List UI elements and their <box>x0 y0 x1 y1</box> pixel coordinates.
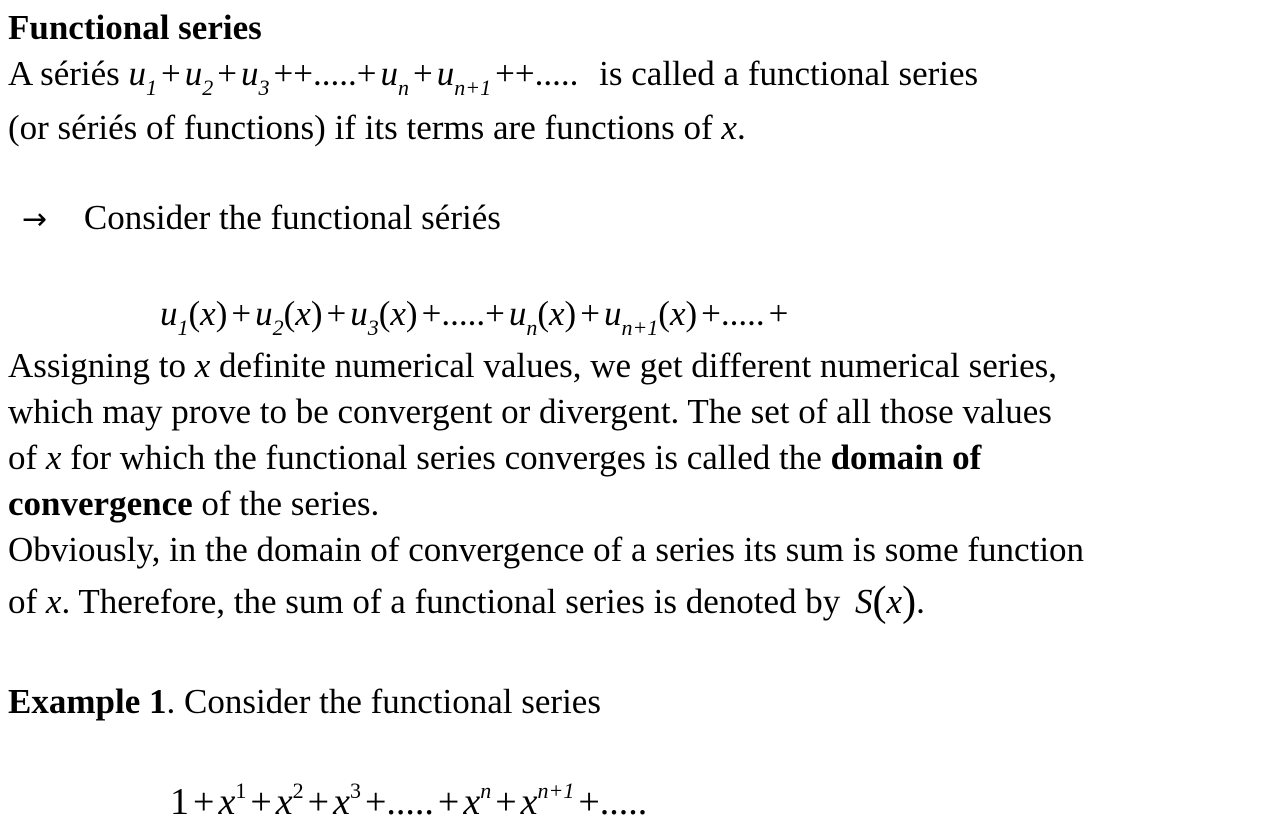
paragraph-line-6: of x. Therefore, the sum of a functional series is denoted by S(x). <box>8 579 925 625</box>
variable-x: x <box>721 108 737 147</box>
equation-dots-2: ..... <box>720 294 765 333</box>
power-series-equation: $1 + x^1 + x^2 + x^3$ +..... + $x^n + x^{n+1}$ +..... <box>170 778 648 823</box>
intro-prefix: A sériés <box>8 54 120 93</box>
equation2-dots: +..... <box>364 781 434 823</box>
paragraph-line-4: convergence of the series. <box>8 484 380 523</box>
consider-line <box>8 198 501 240</box>
equation-tail: + <box>768 294 789 333</box>
example-text: . Consider the functional series <box>166 682 601 721</box>
paragraph-line-2: which may prove to be convergent or divergent. The set of all those values <box>8 392 1052 431</box>
intro-line-1 <box>8 54 978 98</box>
intro-suffix: is called a functional series <box>599 54 979 93</box>
convergence-bold: convergence <box>8 484 193 523</box>
equation-dots: ..... <box>441 294 486 333</box>
paragraph-line-3: of x for which the functional series converges is called the domain of <box>8 438 982 477</box>
example-label: Example 1 <box>8 682 167 721</box>
functional-series-equation: $u_1(x) + u_2(x) + u_3(x)$ +.....+ $u_n(x) + u_{n+1}(x)$ +..... + <box>160 294 789 340</box>
example-line <box>8 682 601 722</box>
page-title: Functional series <box>8 8 262 47</box>
intro-line-2-text: (or sériés of functions) if its terms are functions of <box>8 108 713 147</box>
intro-period: . <box>736 108 746 147</box>
arrow-icon: → <box>22 202 48 237</box>
paragraph-line-5: Obviously, in the domain of convergence of a series its sum is some function <box>8 530 1085 569</box>
paragraph-line-1: Assigning to x definite numerical values, we get different numerical series, <box>8 346 1058 385</box>
domain-of-bold: domain of <box>830 438 982 477</box>
equation2-tail: +..... <box>578 781 648 823</box>
consider-text: Consider the functional sériés <box>83 198 501 237</box>
intro-line-2 <box>8 108 746 148</box>
sum-symbol: S <box>855 582 873 621</box>
series-terms: $u_1 + u_2 + u_3$ ++.....+ $u_n + u_{n+1}$ ++..... <box>128 54 579 100</box>
